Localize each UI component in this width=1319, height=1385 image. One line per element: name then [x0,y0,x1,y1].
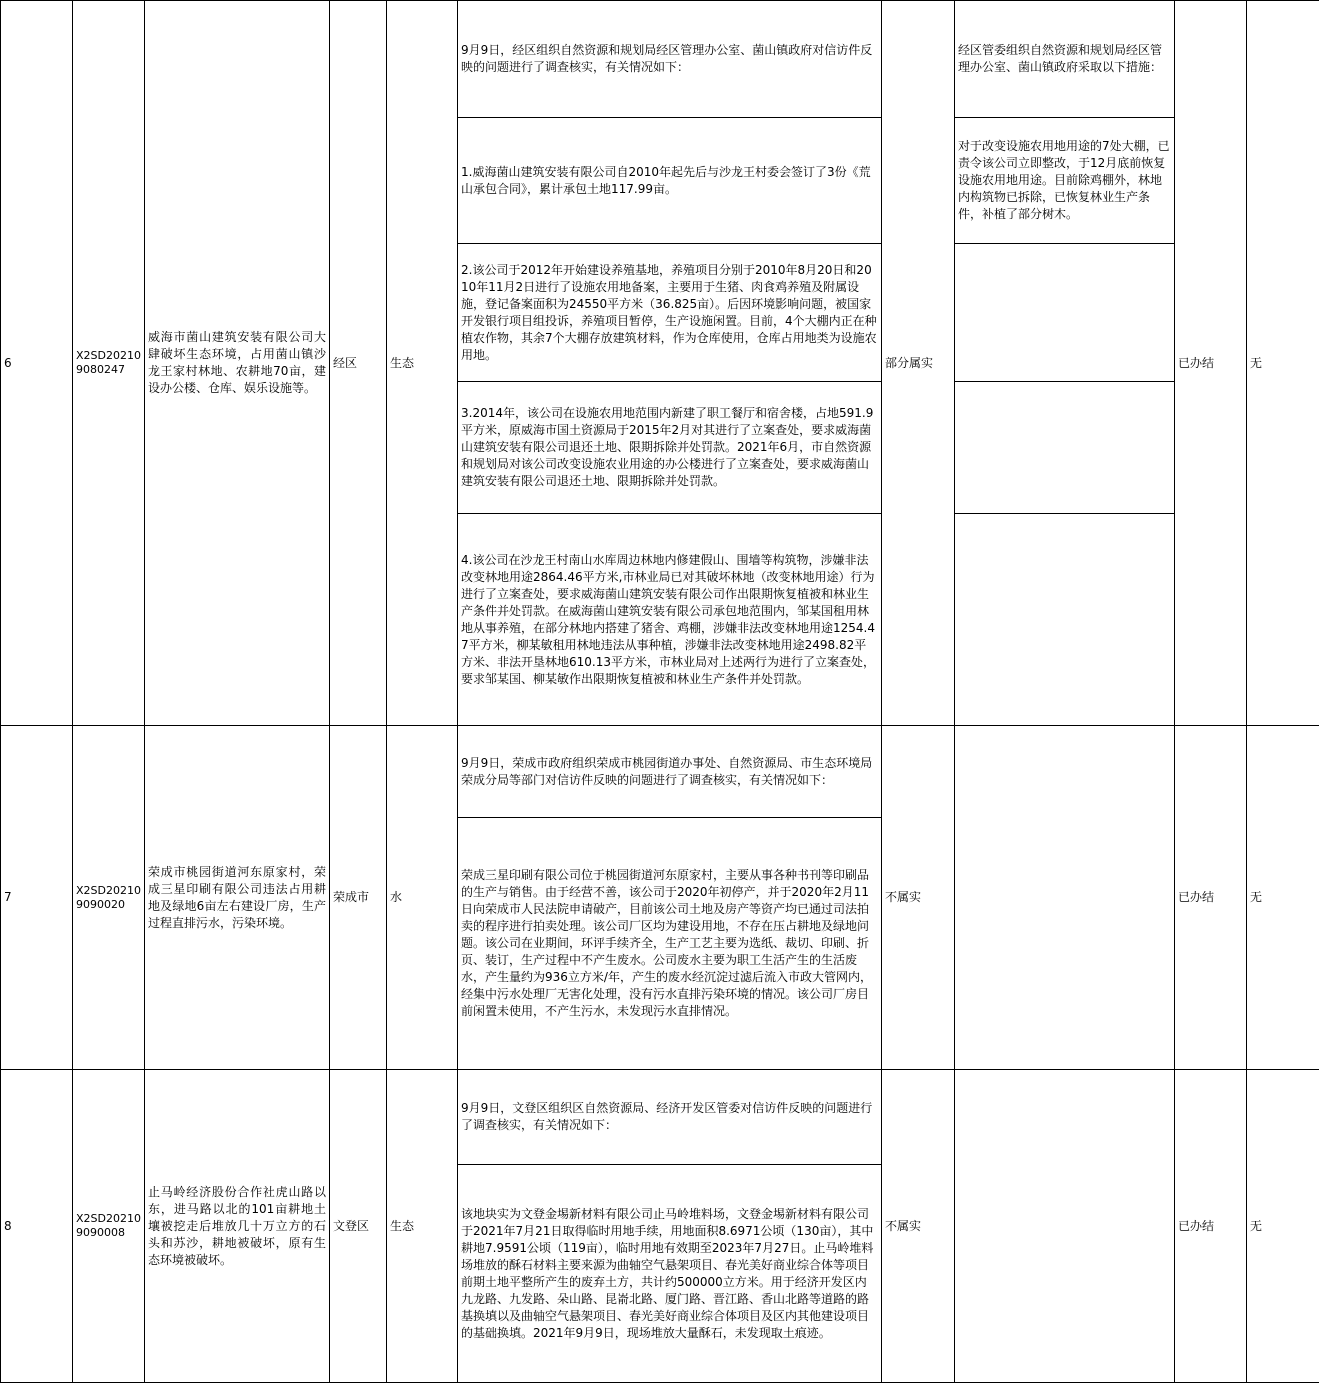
finding-paragraph: 9月9日，文登区组织区自然资源局、经济开发区管委对信访件反映的问题进行了调查核实，有关情况如下： [458,1070,882,1165]
region: 经区 [330,1,387,726]
finding-paragraph: 9月9日，经区组织自然资源和规划局经区管理办公室、菌山镇政府对信访件反映的问题进行了调查核实，有关情况如下： [458,1,882,118]
verdict: 不属实 [882,726,955,1070]
case-number: 8 [1,1070,73,1383]
verdict: 部分属实 [882,1,955,726]
finding-paragraph: 荣成三星印刷有限公司位于桃园街道河东原家村，主要从事各种书刊等印刷品的生产与销售。由于经营不善，该公司于2020年初停产，并于2020年2月11日向荣成市人民法院申请破产，目前该公司土地及房产等资产均已通过司法拍卖的程序进行拍卖处理。该公司厂区均为建设用地，不存在压占耕地及绿地问题。该公司在业期间，环评手续齐全，生产工艺主要为选纸、裁切、印刷、折页、装订，生产过程中不产生废水。公司废水主要为职工生活产生的生活废水，产生量约为936立方米/年，产生的废水经沉淀过滤后流入市政大管网内，经集中污水处理厂无害化处理，没有污水直排污染环境的情况。该公司厂房目前闲置未使用，不产生污水，未发现污水直排情况。 [458,818,882,1070]
measure-paragraph [955,1070,1175,1383]
finding-paragraph: 4.该公司在沙龙王村南山水库周边林地内修建假山、围墙等构筑物，涉嫌非法改变林地用途2864.46平方米,市林业局已对其破坏林地（改变林地用途）行为进行了立案查处，要求威海菌山建筑安装有限公司作出限期恢复植被和林业生产条件并处罚款。在威海菌山建筑安装有限公司承包地范围内，邹某国租用林地从事养殖，在部分林地内搭建了猪舍、鸡棚，涉嫌非法改变林地用途1254.47平方米，柳某敏租用林地违法从事种植，涉嫌非法改变林地用途2498.82平方米、非法开垦林地610.13平方米，市林业局对上述两行为进行了立案查处，要求邹某国、柳某敏作出限期恢复植被和林业生产条件并处罚款。 [458,514,882,726]
pollution-type: 水 [387,726,458,1070]
verdict: 不属实 [882,1070,955,1383]
finding-paragraph: 9月9日，荣成市政府组织荣成市桃园街道办事处、自然资源局、市生态环境局荣成分局等部门对信访件反映的问题进行了调查核实，有关情况如下： [458,726,882,818]
complaint-content: 威海市菌山建筑安装有限公司大肆破坏生态环境，占用菌山镇沙龙王家村林地、农耕地70亩，建设办公楼、仓库、娱乐设施等。 [145,1,330,726]
measure-paragraph [955,244,1175,382]
finding-paragraph: 该地块实为文登金埸新材料有限公司止马岭堆料场，文登金埸新材料有限公司于2021年7月21日取得临时用地手续，用地面积8.6971公顷（130亩），其中耕地7.9591公顷（119亩），临时用地有效期至2023年7月27日。止马岭堆料场堆放的酥石材料主要来源为曲轴空气悬架项目、春光美好商业综合体等项目前期土地平整所产生的废弃土方，共计约500000立方米。用于经济开发区内九龙路、九发路、朵山路、昆嵛北路、厦门路、晋江路、香山北路等道路的路基换填以及曲轴空气悬架项目、春光美好商业综合体项目及区内其他建设项目的基础换填。2021年9月9日，现场堆放大量酥石，未发现取土痕迹。 [458,1165,882,1383]
complaint-content: 止马岭经济股份合作社虎山路以东，进马路以北的101亩耕地土壤被挖走后堆放几十万立方的石头和苏沙，耕地被破坏，原有生态环境被破坏。 [145,1070,330,1383]
region: 荣成市 [330,726,387,1070]
measure-paragraph [955,726,1175,1070]
region: 文登区 [330,1070,387,1383]
case-code: X2SD20210 9090008 [73,1070,145,1383]
accountability: 无 [1247,726,1319,1070]
complaint-content: 荣成市桃园街道河东原家村，荣成三星印刷有限公司违法占用耕地及绿地6亩左右建设厂房，生产过程直排污水，污染环境。 [145,726,330,1070]
case-number: 7 [1,726,73,1070]
accountability: 无 [1247,1,1319,726]
case-number: 6 [1,1,73,726]
measure-paragraph [955,382,1175,514]
case-code: X2SD20210 9090020 [73,726,145,1070]
accountability: 无 [1247,1070,1319,1383]
finding-paragraph: 1.威海菌山建筑安装有限公司自2010年起先后与沙龙王村委会签订了3份《荒山承包合同》，累计承包土地117.99亩。 [458,118,882,244]
finding-paragraph: 2.该公司于2012年开始建设养殖基地，养殖项目分别于2010年8月20日和2010年11月2日进行了设施农用地备案，主要用于生猪、肉食鸡养殖及附属设施，登记备案面积为24550平方米（36.825亩）。后因环境影响问题，被国家开发银行项目组投诉，养殖项目暂停，生产设施闲置。目前，4个大棚内正在种植农作物，其余7个大棚存放建筑材料，作为仓库使用，仓库占用地类为设施农用地。 [458,244,882,382]
measure-paragraph [955,514,1175,726]
table-row [1,1070,1319,1165]
status: 已办结 [1175,1,1247,726]
pollution-type: 生态 [387,1,458,726]
table-row [1,1,1319,118]
table-row [1,726,1319,818]
status: 已办结 [1175,1070,1247,1383]
finding-paragraph: 3.2014年，该公司在设施农用地范围内新建了职工餐厅和宿舍楼，占地591.9平方米，原威海市国土资源局于2015年2月对其进行了立案查处，要求威海菌山建筑安装有限公司退还土地、限期拆除并处罚款。2021年6月，市自然资源和规划局对该公司改变设施农业用途的办公楼进行了立案查处，要求威海菌山建筑安装有限公司退还土地、限期拆除并处罚款。 [458,382,882,514]
measure-paragraph: 对于改变设施农用地用途的7处大棚，已责令该公司立即整改，于12月底前恢复设施农用地用途。目前除鸡棚外，林地内构筑物已拆除，已恢复林业生产条件，补植了部分树木。 [955,118,1175,244]
status: 已办结 [1175,726,1247,1070]
case-code: X2SD20210 9080247 [73,1,145,726]
pollution-type: 生态 [387,1070,458,1383]
measure-paragraph: 经区管委组织自然资源和规划局经区管理办公室、菌山镇政府采取以下措施： [955,1,1175,118]
